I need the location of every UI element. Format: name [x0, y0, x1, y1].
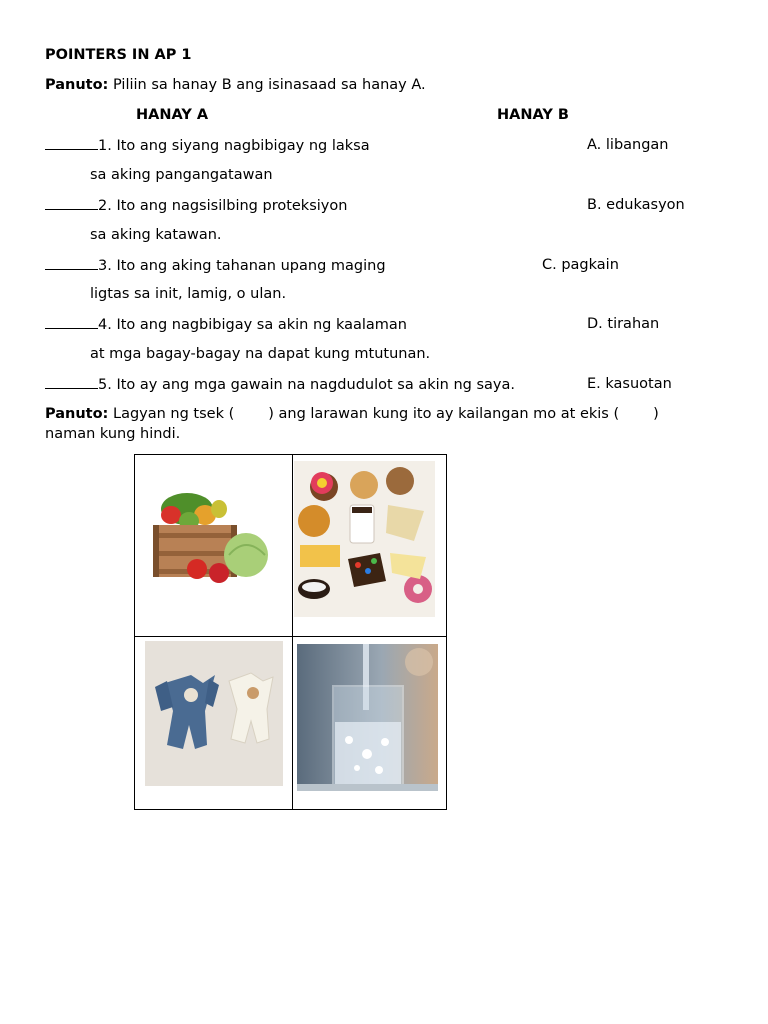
matching-item-3: [45, 256, 386, 275]
instruction-1-label: Panuto:: [45, 77, 109, 93]
page-title: POINTERS IN AP 1: [45, 47, 192, 63]
matching-item-4: [45, 315, 407, 334]
item-1-text: 1. Ito ang siyang nagbibigay ng laksa: [98, 138, 370, 154]
item-5-text: 5. Ito ay ang mga gawain na nagdudulot sa akin ng saya.: [98, 377, 515, 393]
choice-d: D. tirahan: [587, 316, 660, 332]
instruction-2-text-a: Lagyan ng tsek (: [108, 406, 235, 422]
answer-blank-4[interactable]: [45, 315, 98, 329]
table-divider-horizontal: [135, 636, 446, 637]
item-1-continuation: sa aking pangangatawan: [90, 167, 273, 183]
answer-blank-5[interactable]: [45, 375, 98, 389]
item-2-text: 2. Ito ang nagsisilbing proteksiyon: [98, 198, 348, 214]
instruction-2: [45, 405, 659, 423]
item-4-continuation: at mga bagay-bagay na dapat kung mtutunan.: [90, 346, 431, 362]
answer-blank-2[interactable]: [45, 196, 98, 210]
answer-blank-1[interactable]: [45, 136, 98, 150]
choice-b: B. edukasyon: [587, 197, 685, 213]
column-a-header: HANAY A: [136, 107, 209, 123]
matching-item-2: [45, 196, 347, 215]
item-2-continuation: sa aking katawan.: [90, 227, 222, 243]
junk-food-picture[interactable]: [294, 461, 435, 617]
answer-blank-3[interactable]: [45, 256, 98, 270]
choice-c: C. pagkain: [542, 257, 619, 273]
table-divider-vertical: [292, 455, 293, 809]
matching-item-1: [45, 136, 370, 155]
glass-of-water-picture[interactable]: [297, 644, 438, 791]
column-b-header: HANAY B: [497, 107, 569, 123]
instruction-2-text-c: ): [653, 406, 659, 422]
matching-item-5: [45, 375, 515, 394]
picture-table: [134, 454, 447, 810]
instruction-2-text-b: ) ang larawan kung ito ay kailangan mo at ekis (: [268, 406, 620, 422]
item-3-continuation: ligtas sa init, lamig, o ulan.: [90, 286, 287, 302]
instruction-2-label: Panuto:: [45, 406, 109, 422]
choice-a: A. libangan: [587, 137, 669, 153]
choice-e: E. kasuotan: [587, 376, 672, 392]
instruction-1: [45, 76, 426, 94]
item-4-text: 4. Ito ang nagbibigay sa akin ng kaalaman: [98, 317, 407, 333]
item-3-text: 3. Ito ang aking tahanan upang maging: [98, 258, 386, 274]
baby-clothes-picture[interactable]: [145, 641, 283, 786]
vegetable-crate-picture[interactable]: [149, 471, 279, 593]
instruction-1-text: Piliin sa hanay B ang isinasaad sa hanay A.: [108, 77, 426, 93]
instruction-2-continuation: naman kung hindi.: [45, 426, 181, 442]
